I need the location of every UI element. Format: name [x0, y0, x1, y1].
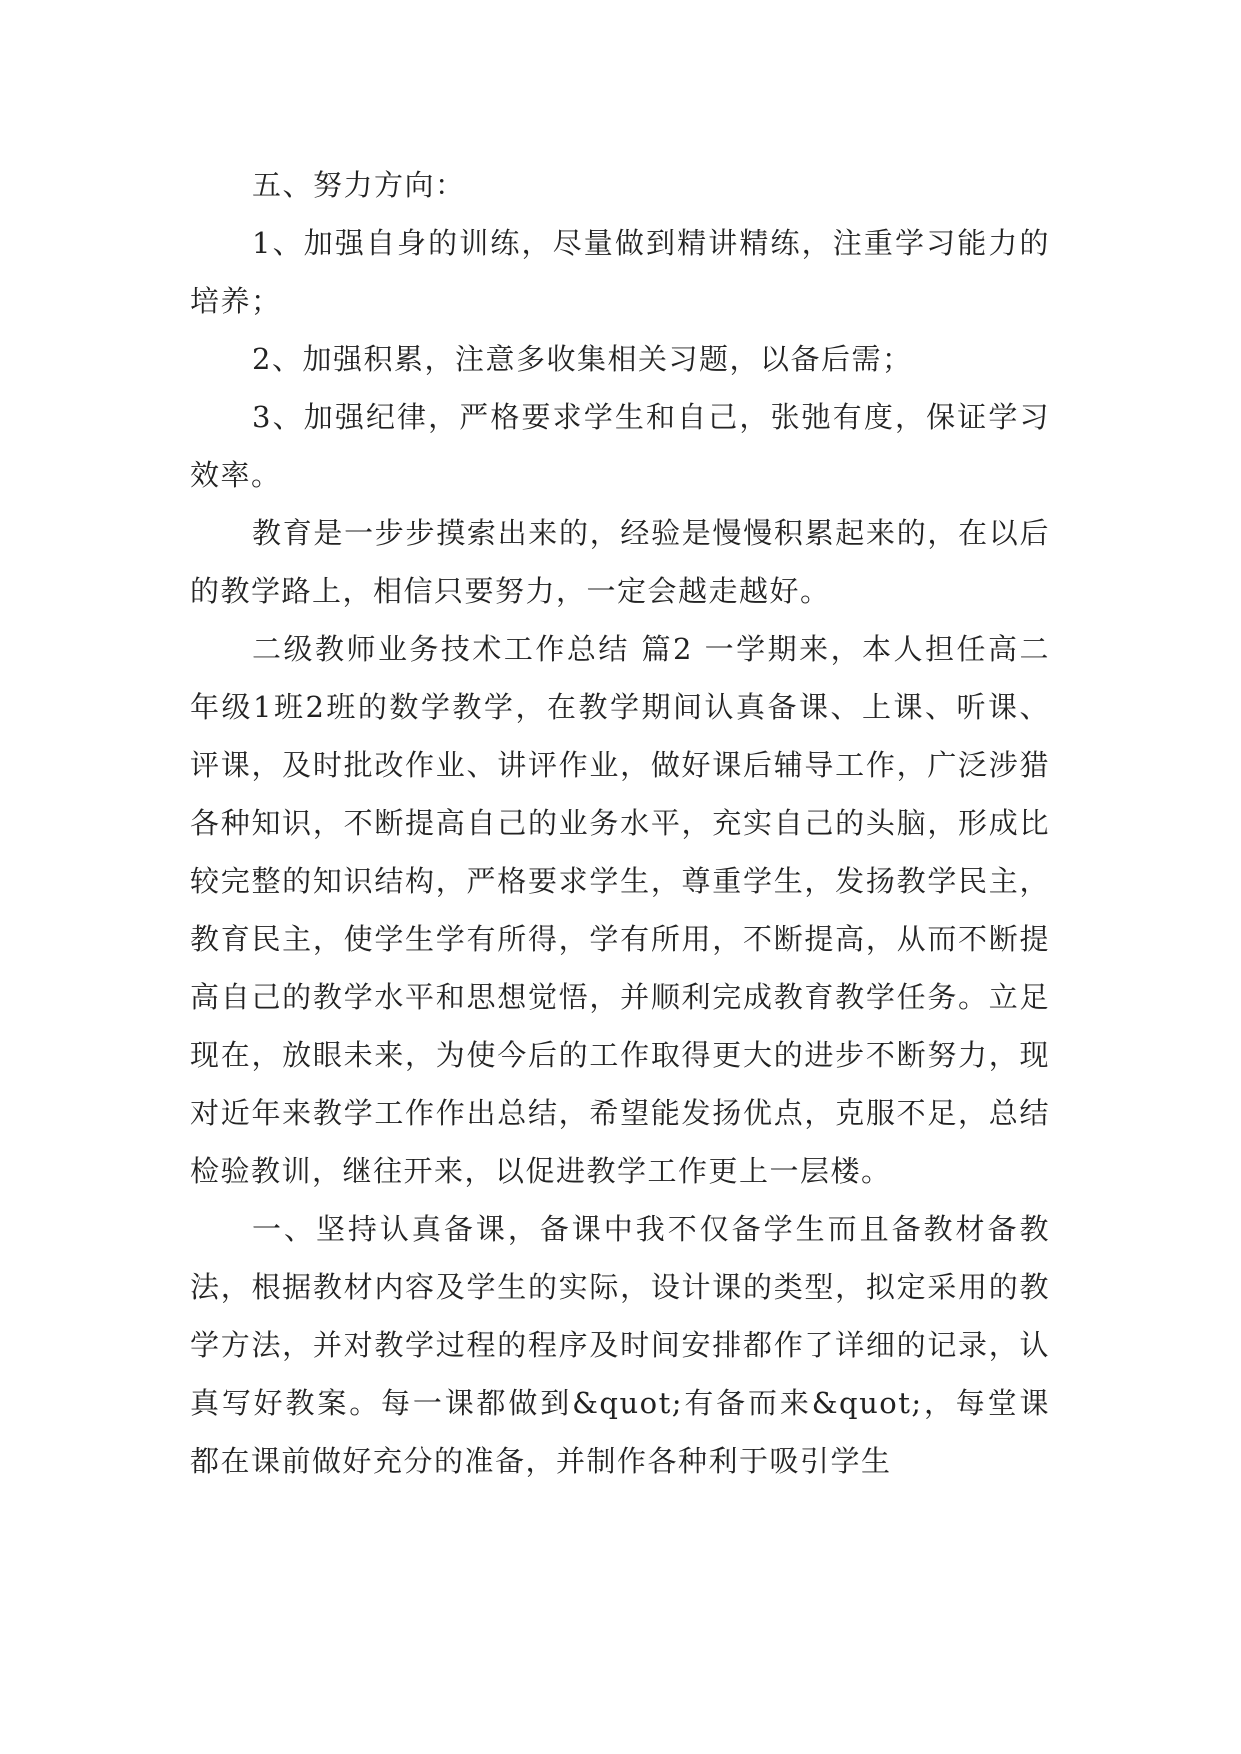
- document-body: [190, 156, 1050, 1490]
- paragraph-conclusion: 教育是一步步摸索出来的，经验是慢慢积累起来的，在以后的教学路上，相信只要努力，一定会越走越好。: [190, 516, 1050, 608]
- paragraph-item-3: 3、加强纪律，严格要求学生和自己，张弛有度，保证学习效率。: [190, 400, 1050, 492]
- paragraph-item-2: 2、加强积累，注意多收集相关习题，以备后需；: [252, 342, 913, 376]
- paragraph-lesson-preparation: 一、坚持认真备课，备课中我不仅备学生而且备教材备教法，根据教材内容及学生的实际，设计课的类型，拟定采用的教学方法，并对教学过程的程序及时间安排都作了详细的记录，认真写好教案。每一课都做到&quot;有备而来&quot;，每堂课都在课前做好充分的准备，并制作各种利于吸引学生: [190, 1212, 1050, 1478]
- paragraph-improvement-heading: 五、努力方向：: [252, 168, 466, 202]
- paragraph-article-2-intro: 二级教师业务技术工作总结 篇2 一学期来，本人担任高二年级1班2班的数学教学，在教学期间认真备课、上课、听课、评课，及时批改作业、讲评作业，做好课后辅导工作，广泛涉猎各种知识，不断提高自己的业务水平，充实自己的头脑，形成比较完整的知识结构，严格要求学生，尊重学生，发扬教学民主，教育民主，使学生学有所得，学有所用，不断提高，从而不断提高自己的教学水平和思想觉悟，并顺利完成教育教学任务。立足现在，放眼未来，为使今后的工作取得更大的进步不断努力，现对近年来教学工作作出总结，希望能发扬优点，克服不足，总结检验教训，继往开来，以促进教学工作更上一层楼。: [190, 632, 1050, 1188]
- paragraph-item-1: 1、加强自身的训练，尽量做到精讲精练，注重学习能力的培养；: [190, 226, 1050, 318]
